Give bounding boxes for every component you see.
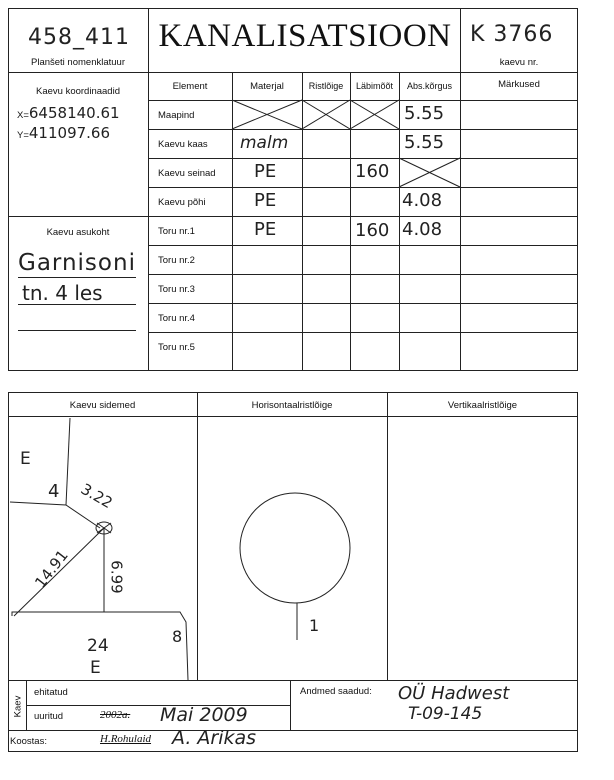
row-label-toru-5: Toru nr.5 xyxy=(158,342,195,353)
koostas-label: Koostas: xyxy=(10,736,47,747)
coord-x-prefix: X= xyxy=(17,110,29,121)
pohi-materjal: PE xyxy=(254,190,277,211)
toru1-materjal: PE xyxy=(254,219,277,240)
uuritud-handwritten: Mai 2009 xyxy=(160,704,248,726)
kaas-abs: 5.55 xyxy=(404,132,445,153)
header-materjal: Materjal xyxy=(250,81,284,92)
ehitatud-label: ehitatud xyxy=(34,687,68,698)
page-title: KANALISATSIOON xyxy=(158,18,452,54)
location-line1-value: Garnisoni xyxy=(18,250,136,276)
building-outline-top xyxy=(10,502,100,528)
coord-y-value: 411097.66 xyxy=(28,124,111,142)
toru1-labimoot: 160 xyxy=(355,220,390,241)
seinad-materjal: PE xyxy=(254,161,277,182)
andmed-line2: T-09-145 xyxy=(408,704,483,724)
row-label-kaevu-pohi: Kaevu põhi xyxy=(158,197,206,208)
sketch-24: 24 xyxy=(87,636,109,656)
koostas-handwritten: A. Arikas xyxy=(172,727,257,749)
pipe-label: 1 xyxy=(309,616,320,635)
koostas-printed: H.Rohulaid xyxy=(100,733,152,745)
coord-x-value: 6458140.61 xyxy=(28,104,120,122)
well-number-label: kaevu nr. xyxy=(499,57,539,68)
sketch-322: 3.22 xyxy=(77,479,116,513)
row-label-maapind: Maapind xyxy=(158,110,195,121)
header-labimoot: Läbimõõt xyxy=(355,81,394,91)
sketch-e-top: E xyxy=(20,449,31,469)
sketch-8: 8 xyxy=(172,627,183,646)
sketch-col3-title: Vertikaalristlõige xyxy=(447,400,518,411)
sketch-col1-title: Kaevu sidemed xyxy=(69,400,136,411)
well-horizontal-section xyxy=(240,493,350,603)
header-abs-korgus: Abs.kõrgus xyxy=(406,81,453,91)
coords-label: Kaevu koordinaadid xyxy=(36,86,120,97)
sketch-col2-title: Horisontaalristlõige xyxy=(251,400,333,411)
sheet-nomenclature-value: 458_411 xyxy=(28,25,130,50)
seinad-labimoot: 160 xyxy=(355,161,390,182)
sketch-1491: 14.91 xyxy=(31,546,72,592)
sketch-4: 4 xyxy=(48,481,60,502)
uuritud-printed: 2002a. xyxy=(100,709,131,721)
sheet-nomenclature-label: Planšeti nomenklatuur xyxy=(31,57,125,68)
well-number-value: K 3766 xyxy=(470,22,554,47)
building-edge xyxy=(66,418,70,505)
row-label-kaevu-kaas: Kaevu kaas xyxy=(158,139,208,150)
row-label-toru-1: Toru nr.1 xyxy=(158,226,195,237)
uuritud-label: uuritud xyxy=(34,711,64,722)
row-label-toru-2: Toru nr.2 xyxy=(158,255,195,266)
maapind-abs: 5.55 xyxy=(404,103,445,124)
sketch-e-bottom: E xyxy=(90,658,101,678)
sketch-699: 6.99 xyxy=(107,560,126,594)
kaas-materjal: malm xyxy=(240,133,289,153)
coord-y-prefix: Y= xyxy=(17,130,29,141)
row-label-toru-3: Toru nr.3 xyxy=(158,284,195,295)
header-element: Element xyxy=(172,81,208,92)
header-markused: Märkused xyxy=(498,79,540,90)
row-label-toru-4: Toru nr.4 xyxy=(158,313,195,324)
row-label-kaevu-seinad: Kaevu seinad xyxy=(158,168,216,179)
pohi-abs: 4.08 xyxy=(402,190,443,211)
location-label: Kaevu asukoht xyxy=(46,227,110,238)
toru1-abs: 4.08 xyxy=(402,219,443,240)
location-line2-value: tn. 4 les xyxy=(22,281,103,305)
andmed-label: Andmed saadud: xyxy=(300,686,372,697)
header-ristloige: Ristlõige xyxy=(308,81,344,91)
kaev-label: Kaev xyxy=(12,695,24,718)
andmed-line1: OÜ Hadwest xyxy=(398,683,510,704)
